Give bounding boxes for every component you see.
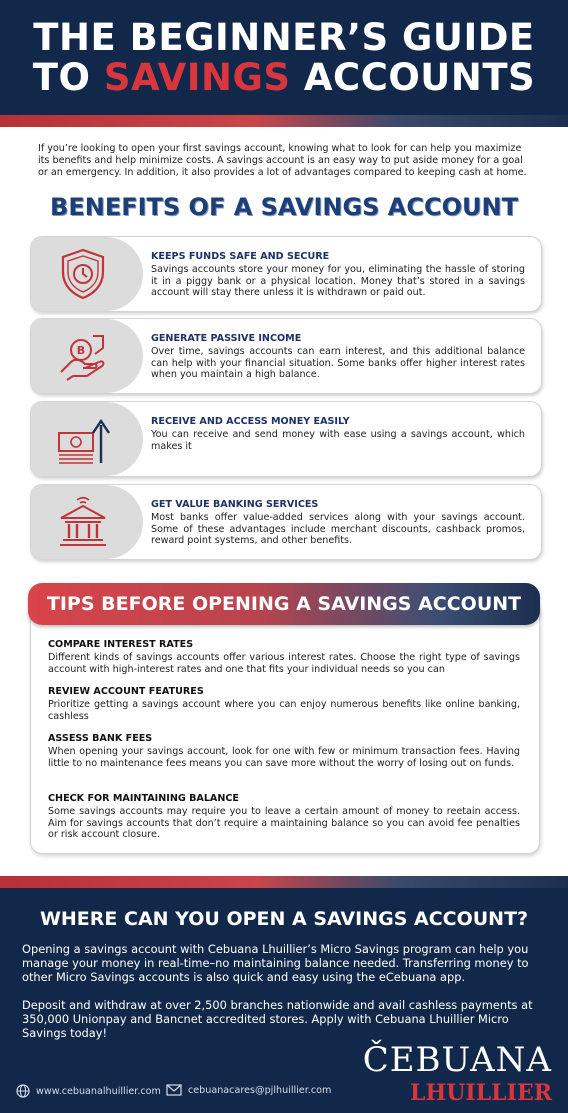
title-line-1: THE BEGINNER’S GUIDE (33, 16, 535, 59)
header-banner (0, 0, 568, 115)
benefit-card-income (30, 318, 542, 394)
benefit-icon-bg (31, 402, 143, 476)
benefit-title: GENERATE PASSIVE INCOME (151, 333, 302, 344)
benefit-title: RECEIVE AND ACCESS MONEY EASILY (151, 416, 350, 427)
tip-desc: Prioritize getting a savings account where you can enjoy numerous benefits like online banking, cashless (48, 699, 520, 722)
tips-title: TIPS BEFORE OPENING A SAVINGS ACCOUNT (28, 583, 540, 625)
footer-stripe (0, 876, 568, 888)
email-link[interactable] (166, 1084, 331, 1098)
tip-title: ASSESS BANK FEES (48, 733, 153, 744)
shield-clock-icon (55, 246, 111, 302)
title-line-2-pre: TO (32, 56, 104, 99)
tip-title: COMPARE INTEREST RATES (48, 639, 194, 650)
page-title (0, 0, 568, 98)
email-text: cebuanacares@pjlhuillier.com (188, 1085, 332, 1096)
title-highlight: SAVINGS (103, 56, 291, 99)
benefit-card-safe (30, 236, 542, 312)
tip-desc: Different kinds of savings accounts offer various interest rates. Choose the right type of savings account with high-interest rates and one that fits your individual needs so you can (48, 652, 520, 675)
benefit-desc: Savings accounts store your money for you, eliminating the hassle of storing it in a piggy bank or a physical location. Money that’s stored in a savings account will stay there unless it is withdrawn or paid out. (151, 264, 525, 298)
benefit-card-value (30, 484, 542, 560)
footer-title: WHERE CAN YOU OPEN A SAVINGS ACCOUNT? (39, 908, 529, 930)
benefit-card-access (30, 401, 542, 477)
intro-text: If you’re looking to open your first savings account, knowing what to look for can help you maximize its benefits and help minimize costs. A savings account is an easy way to put aside money for a goal or an emergency. In addition, it also provides a lot of advantages compared to keeping cash at home. (38, 143, 527, 178)
website-link[interactable] (16, 1084, 161, 1098)
footer-paragraph-1: Opening a savings account with Cebuana Lhuillier’s Micro Savings program can help you manage your money in real-time–no maintaining balance needed. Transferring money to other Micro Savings accounts is also quick and easy using the eCebuana app. (22, 942, 529, 984)
cebuana-logo: ČEBUANA (362, 1040, 552, 1080)
tip-desc: When opening your savings account, look for one with few or minimum transaction fees. Having little to no maintenance fees means you can save more without the worry of losing out on funds. (48, 746, 520, 769)
tip-desc: Some savings accounts may require you to leave a certain amount of money to reetain access. Aim for savings accounts that don’t require a maintaining balance so you can avoid fee penalties or risk account closure. (48, 806, 520, 840)
benefit-desc: Most banks offer value-added services along with your savings account. Some of these advantages include merchant discounts, cashback promos, reward point systems, and other benefits. (151, 512, 525, 546)
globe-icon (16, 1084, 30, 1098)
lhuillier-logo: LHUILLIER (409, 1080, 552, 1106)
benefit-desc: Over time, savings accounts can earn interest, and this additional balance can help with your financial situation. Some banks offer higher interest rates when you maintain a high balance. (151, 346, 525, 380)
title-line-2-post: ACCOUNTS (290, 56, 536, 99)
tip-title: CHECK FOR MAINTAINING BALANCE (48, 793, 239, 804)
footer-paragraph-2: Deposit and withdraw at over 2,500 branches nationwide and avail cashless payments at 350,000 Unionpay and Bancnet accredited stores. Apply with Cebuana Lhuillier Micro Savings today! (22, 998, 533, 1040)
benefit-icon-bg (31, 237, 143, 311)
hand-coin-icon (55, 328, 111, 384)
benefit-icon-bg (31, 319, 143, 393)
benefit-title: KEEPS FUNDS SAFE AND SECURE (151, 251, 330, 262)
benefit-icon-bg (31, 485, 143, 559)
bank-icon (55, 494, 111, 550)
header-stripe (0, 115, 568, 127)
website-text: www.cebuanalhuillier.com (36, 1086, 161, 1097)
benefit-title: GET VALUE BANKING SERVICES (151, 499, 319, 510)
svg-text:B: B (76, 344, 86, 357)
benefit-desc: You can receive and send money with ease using a savings account, which makes it (151, 429, 525, 452)
money-arrow-icon (55, 411, 111, 467)
benefits-title: BENEFITS OF A SAVINGS ACCOUNT (50, 193, 518, 221)
tip-title: REVIEW ACCOUNT FEATURES (48, 686, 204, 697)
envelope-icon (166, 1084, 182, 1096)
footer (0, 888, 568, 1113)
